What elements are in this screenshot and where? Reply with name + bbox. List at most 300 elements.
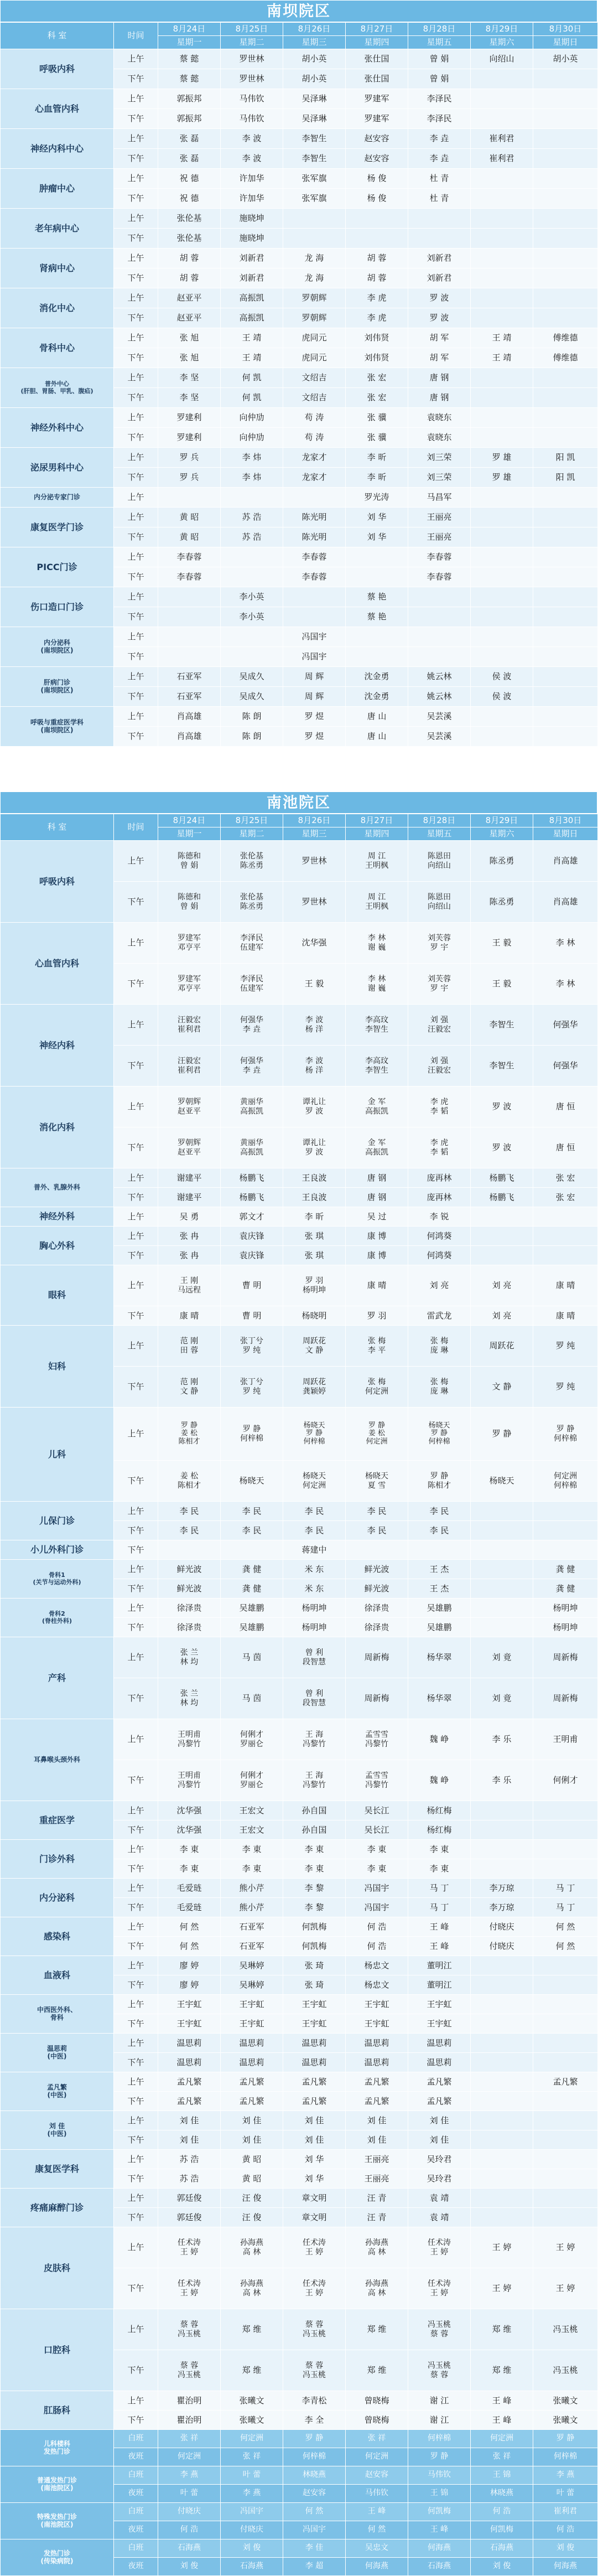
nanchi-doctor-cell bbox=[533, 1995, 598, 2014]
nanchi-doctor-cell: 王宇虹 bbox=[283, 2014, 346, 2034]
nanba-header-weekday: 星期二 bbox=[221, 36, 283, 49]
nanchi-doctor-cell: 郑 维 bbox=[346, 2350, 408, 2391]
nanchi-doctor-cell: 罗 静 何梓棉 bbox=[533, 1408, 598, 1461]
nanchi-schedule-row bbox=[1, 2150, 598, 2169]
nanba-doctor-cell: 赵安容 bbox=[346, 149, 408, 169]
nanba-doctor-cell: 李春蓉 bbox=[283, 547, 346, 567]
nanba-doctor-cell: 冯国宇 bbox=[283, 627, 346, 647]
nanba-doctor-cell bbox=[533, 209, 598, 229]
nanba-doctor-cell: 胡小英 bbox=[283, 49, 346, 69]
nanchi-doctor-cell: 谢建平 bbox=[158, 1168, 221, 1188]
nanba-time-slot: 下午 bbox=[114, 647, 158, 667]
nanchi-doctor-cell: 王宇虹 bbox=[221, 1995, 283, 2014]
nanchi-header-date: 8月24日 bbox=[158, 814, 221, 827]
nanchi-doctor-cell bbox=[158, 1540, 221, 1560]
nanba-doctor-cell: 曾 娟 bbox=[408, 69, 471, 89]
nanchi-duty-doctor-cell: 叶 蕾 bbox=[533, 2485, 598, 2503]
nanchi-duty-doctor-cell: 罗 静 bbox=[283, 2430, 346, 2448]
nanchi-doctor-cell: 沈华强 bbox=[283, 923, 346, 964]
nanchi-doctor-cell: 刘 佳 bbox=[221, 2111, 283, 2130]
nanba-doctor-cell: 肖高雄 bbox=[158, 727, 221, 747]
nanba-doctor-cell bbox=[158, 607, 221, 627]
nanba-time-slot: 上午 bbox=[114, 627, 158, 647]
nanba-doctor-cell: 虎同元 bbox=[283, 328, 346, 348]
nanchi-doctor-cell: 孟凡繁 bbox=[346, 2092, 408, 2111]
nanchi-duty-doctor-cell: 崔利君 bbox=[533, 2503, 598, 2521]
nanchi-doctor-cell: 孟凡繁 bbox=[283, 2092, 346, 2111]
nanchi-time-slot: 下午 bbox=[114, 1678, 158, 1719]
nanchi-doctor-cell: 汪 俊 bbox=[221, 2208, 283, 2227]
nanchi-doctor-cell: 瞿治明 bbox=[158, 2411, 221, 2430]
nanchi-doctor-cell: 陈恩田 向绍山 bbox=[408, 882, 471, 923]
nanba-doctor-cell: 唐 钢 bbox=[408, 368, 471, 388]
nanchi-doctor-cell bbox=[471, 1820, 533, 1840]
nanchi-doctor-cell: 沈华强 bbox=[158, 1820, 221, 1840]
nanba-doctor-cell: 蔡 艳 bbox=[346, 607, 408, 627]
nanchi-doctor-cell: 王宇虹 bbox=[221, 2014, 283, 2034]
nanchi-doctor-cell: 王明甫 冯黎竹 bbox=[158, 1719, 221, 1760]
nanba-doctor-cell: 罗 兵 bbox=[158, 468, 221, 488]
nanba-doctor-cell bbox=[533, 707, 598, 727]
nanba-schedule-row bbox=[1, 707, 598, 727]
nanba-time-slot: 上午 bbox=[114, 288, 158, 308]
nanchi-schedule-row bbox=[1, 1840, 598, 1859]
nanchi-doctor-cell: 刘芙蓉 罗 宇 bbox=[408, 923, 471, 964]
nanchi-duty-doctor-cell: 何 浩 bbox=[158, 2521, 221, 2539]
nanchi-time-slot: 上午 bbox=[114, 1560, 158, 1579]
nanchi-doctor-cell: 刘 佳 bbox=[408, 2111, 471, 2130]
nanchi-dept-name: 妇科 bbox=[1, 1326, 114, 1408]
nanchi-doctor-cell: 陈恩田 向绍山 bbox=[408, 841, 471, 882]
nanchi-doctor-cell bbox=[471, 1502, 533, 1521]
nanba-doctor-cell: 李 昕 bbox=[346, 468, 408, 488]
nanchi-doctor-cell: 张 冉 bbox=[158, 1227, 221, 1246]
nanba-doctor-cell: 马昌军 bbox=[408, 488, 471, 508]
nanba-doctor-cell: 苏 浩 bbox=[221, 508, 283, 527]
nanchi-dept-name: 孟凡繁 (中医) bbox=[1, 2072, 114, 2111]
nanba-time-slot: 上午 bbox=[114, 89, 158, 109]
nanba-doctor-cell bbox=[471, 89, 533, 109]
nanchi-time-slot: 上午 bbox=[114, 923, 158, 964]
nanchi-doctor-cell: 任术涛 王 婷 bbox=[408, 2227, 471, 2268]
nanchi-doctor-cell bbox=[533, 2189, 598, 2208]
nanba-doctor-cell bbox=[533, 129, 598, 149]
nanchi-doctor-cell: 金 军 高振凯 bbox=[346, 1087, 408, 1127]
nanba-doctor-cell: 张军旗 bbox=[283, 169, 346, 189]
nanchi-doctor-cell bbox=[471, 2208, 533, 2227]
nanba-doctor-cell bbox=[533, 169, 598, 189]
nanba-doctor-cell: 罗 兵 bbox=[158, 448, 221, 468]
nanchi-doctor-cell: 杨明坤 bbox=[533, 1599, 598, 1618]
nanba-doctor-cell bbox=[408, 587, 471, 607]
nanchi-doctor-cell: 康 晴 bbox=[158, 1306, 221, 1326]
nanchi-doctor-cell: 何俐才 bbox=[533, 1760, 598, 1801]
nanchi-time-slot: 上午 bbox=[114, 1502, 158, 1521]
nanchi-doctor-cell bbox=[471, 1521, 533, 1540]
nanchi-time-slot: 下午 bbox=[114, 1540, 158, 1560]
nanchi-dept-name: 疼痛麻醉门诊 bbox=[1, 2189, 114, 2227]
nanba-doctor-cell: 蔡 懿 bbox=[158, 49, 221, 69]
nanba-doctor-cell bbox=[471, 69, 533, 89]
nanchi-doctor-cell: 康 晴 bbox=[533, 1306, 598, 1326]
nanba-dept-name: 神经外科中心 bbox=[1, 408, 114, 448]
nanchi-doctor-cell: 曾晓梅 bbox=[346, 2411, 408, 2430]
nanchi-schedule-row bbox=[1, 1005, 598, 1046]
nanba-title: 南坝院区 bbox=[0, 0, 597, 22]
nanchi-schedule-row bbox=[1, 1719, 598, 1760]
nanba-time-slot: 上午 bbox=[114, 368, 158, 388]
nanchi-doctor-cell: 温思莉 bbox=[346, 2034, 408, 2053]
nanba-doctor-cell: 罗世林 bbox=[221, 69, 283, 89]
nanba-doctor-cell: 施晓坤 bbox=[221, 229, 283, 249]
nanchi-schedule-row bbox=[1, 1265, 598, 1306]
nanchi-doctor-cell: 龚 健 bbox=[221, 1560, 283, 1579]
nanchi-doctor-cell: 张 梅 何定洲 bbox=[346, 1367, 408, 1408]
nanchi-doctor-cell: 范 刚 田 蓉 bbox=[158, 1326, 221, 1367]
nanchi-doctor-cell: 袁庆锋 bbox=[221, 1246, 283, 1265]
nanchi-doctor-cell: 罗朝辉 赵亚平 bbox=[158, 1127, 221, 1168]
nanba-doctor-cell: 赵安容 bbox=[346, 129, 408, 149]
nanchi-doctor-cell: 马 丁 bbox=[533, 1898, 598, 1917]
nanba-doctor-cell: 唐 山 bbox=[346, 707, 408, 727]
nanchi-doctor-cell bbox=[471, 1579, 533, 1599]
nanba-doctor-cell: 张 旭 bbox=[158, 328, 221, 348]
nanchi-doctor-cell: 蔡 蓉 冯玉桃 bbox=[158, 2309, 221, 2350]
nanchi-doctor-cell: 黄 昭 bbox=[221, 2169, 283, 2189]
nanba-doctor-cell: 胡 蓉 bbox=[158, 249, 221, 268]
nanba-doctor-cell: 刘 华 bbox=[346, 508, 408, 527]
nanba-time-slot: 下午 bbox=[114, 189, 158, 209]
nanba-doctor-cell bbox=[471, 268, 533, 288]
nanba-doctor-cell: 李 虎 bbox=[346, 308, 408, 328]
nanchi-doctor-cell: 刘 亮 bbox=[408, 1265, 471, 1306]
nanchi-doctor-cell: 温思莉 bbox=[221, 2034, 283, 2053]
nanba-time-slot: 下午 bbox=[114, 567, 158, 587]
nanba-doctor-cell: 刘新君 bbox=[221, 268, 283, 288]
nanchi-schedule-row bbox=[1, 1956, 598, 1975]
nanba-doctor-cell: 胡 蓉 bbox=[158, 268, 221, 288]
nanba-doctor-cell: 侯 波 bbox=[471, 667, 533, 687]
nanba-doctor-cell bbox=[471, 627, 533, 647]
nanba-doctor-cell: 李智生 bbox=[283, 149, 346, 169]
nanchi-duty-doctor-cell: 王 峰 bbox=[408, 2521, 471, 2539]
nanchi-doctor-cell: 徐泽贵 bbox=[158, 1599, 221, 1618]
nanchi-doctor-cell: 罗 静 姜 松 何定洲 bbox=[346, 1408, 408, 1461]
nanba-doctor-cell: 罗建利 bbox=[158, 428, 221, 448]
nanchi-doctor-cell: 章文明 bbox=[283, 2189, 346, 2208]
nanchi-doctor-cell bbox=[471, 2111, 533, 2130]
nanba-schedule-row bbox=[1, 368, 598, 388]
nanba-doctor-cell: 赵亚平 bbox=[158, 308, 221, 328]
nanba-doctor-cell: 赵亚平 bbox=[158, 288, 221, 308]
nanchi-doctor-cell: 庞再林 bbox=[408, 1188, 471, 1207]
nanchi-doctor-cell: 张 兰 林 均 bbox=[158, 1678, 221, 1719]
nanchi-doctor-cell: 王 刚 马远程 bbox=[158, 1265, 221, 1306]
nanchi-time-slot: 下午 bbox=[114, 1898, 158, 1917]
nanchi-doctor-cell bbox=[533, 1820, 598, 1840]
nanchi-doctor-cell bbox=[471, 1207, 533, 1227]
nanba-doctor-cell bbox=[283, 209, 346, 229]
nanchi-doctor-cell: 李 民 bbox=[158, 1502, 221, 1521]
nanba-doctor-cell: 马伟钦 bbox=[221, 109, 283, 129]
nanchi-time-slot: 上午 bbox=[114, 1637, 158, 1678]
nanchi-doctor-cell: 马 茵 bbox=[221, 1637, 283, 1678]
nanchi-duty-dept-name: 特殊发热门诊 (南池院区) bbox=[1, 2503, 114, 2539]
nanchi-doctor-cell: 罗 静 何梓棉 bbox=[221, 1408, 283, 1461]
nanba-doctor-cell: 李泽民 bbox=[408, 89, 471, 109]
nanchi-doctor-cell bbox=[533, 1207, 598, 1227]
nanba-doctor-cell: 龙 海 bbox=[283, 268, 346, 288]
nanchi-schedule-row bbox=[1, 2111, 598, 2130]
nanchi-doctor-cell: 肖高雄 bbox=[533, 882, 598, 923]
nanba-header-dept: 科 室 bbox=[1, 23, 114, 49]
nanba-doctor-cell bbox=[346, 229, 408, 249]
nanchi-doctor-cell: 米 东 bbox=[283, 1579, 346, 1599]
nanchi-doctor-cell bbox=[471, 1840, 533, 1859]
nanchi-header-weekday: 星期一 bbox=[158, 827, 221, 841]
nanba-doctor-cell: 李春蓉 bbox=[158, 567, 221, 587]
nanchi-doctor-cell: 魏 峥 bbox=[408, 1719, 471, 1760]
nanchi-time-slot: 上午 bbox=[114, 2150, 158, 2169]
nanchi-doctor-cell: 刘 强 汪毅宏 bbox=[408, 1005, 471, 1046]
nanba-time-slot: 上午 bbox=[114, 49, 158, 69]
nanchi-doctor-cell bbox=[471, 1560, 533, 1579]
nanchi-doctor-cell: 孟凡繁 bbox=[158, 2072, 221, 2092]
nanchi-doctor-cell: 罗建军 邓亨平 bbox=[158, 923, 221, 964]
nanba-doctor-cell bbox=[471, 109, 533, 129]
nanchi-doctor-cell: 孟凡繁 bbox=[408, 2072, 471, 2092]
nanba-doctor-cell: 刘新君 bbox=[408, 268, 471, 288]
nanba-dept-name: 消化中心 bbox=[1, 288, 114, 328]
nanchi-shift: 白班 bbox=[114, 2539, 158, 2558]
nanba-doctor-cell: 罗光涛 bbox=[346, 488, 408, 508]
nanchi-time-slot: 上午 bbox=[114, 2227, 158, 2268]
nanchi-time-slot: 上午 bbox=[114, 1956, 158, 1975]
nanchi-doctor-cell bbox=[533, 1801, 598, 1820]
nanchi-doctor-cell: 杨明坤 bbox=[533, 1618, 598, 1637]
nanba-doctor-cell: 罗建利 bbox=[158, 408, 221, 428]
nanchi-doctor-cell: 孟凡繁 bbox=[221, 2072, 283, 2092]
nanchi-duty-doctor-cell: 张 祥 bbox=[346, 2430, 408, 2448]
nanba-doctor-cell: 罗建军 bbox=[346, 109, 408, 129]
nanchi-doctor-cell: 康 博 bbox=[346, 1227, 408, 1246]
nanchi-doctor-cell: 王 海 冯黎竹 bbox=[283, 1719, 346, 1760]
nanchi-schedule-row bbox=[1, 1637, 598, 1678]
nanchi-duty-doctor-cell: 李 超 bbox=[283, 2558, 346, 2576]
nanchi-doctor-cell: 龚 健 bbox=[533, 1579, 598, 1599]
nanba-doctor-cell: 苏 浩 bbox=[221, 527, 283, 547]
nanchi-duty-doctor-cell: 李 燕 bbox=[158, 2466, 221, 2485]
nanchi-doctor-cell: 张曦文 bbox=[533, 2411, 598, 2430]
nanba-doctor-cell bbox=[158, 587, 221, 607]
nanba-time-slot: 上午 bbox=[114, 448, 158, 468]
nanchi-schedule-row bbox=[1, 841, 598, 882]
nanba-doctor-cell bbox=[471, 288, 533, 308]
nanchi-doctor-cell: 刘 佳 bbox=[346, 2111, 408, 2130]
nanba-schedule-row bbox=[1, 209, 598, 229]
nanchi-doctor-cell: 董明江 bbox=[408, 1975, 471, 1995]
nanchi-doctor-cell: 郑 维 bbox=[471, 2309, 533, 2350]
nanchi-doctor-cell: 曹 明 bbox=[221, 1265, 283, 1306]
nanchi-header-weekday: 星期四 bbox=[346, 827, 408, 841]
nanba-doctor-cell: 何 凯 bbox=[221, 388, 283, 408]
nanchi-header-date: 8月27日 bbox=[346, 814, 408, 827]
nanchi-schedule-row bbox=[1, 2391, 598, 2411]
nanba-doctor-cell: 袁晓东 bbox=[408, 428, 471, 448]
nanchi-doctor-cell: 李 東 bbox=[346, 1840, 408, 1859]
nanba-doctor-cell: 刘 华 bbox=[346, 527, 408, 547]
nanba-time-slot: 下午 bbox=[114, 348, 158, 368]
nanba-doctor-cell: 黄 昭 bbox=[158, 527, 221, 547]
nanchi-doctor-cell: 张曦文 bbox=[221, 2411, 283, 2430]
nanchi-doctor-cell bbox=[533, 1540, 598, 1560]
nanchi-time-slot: 上午 bbox=[114, 1879, 158, 1898]
nanchi-time-slot: 下午 bbox=[114, 1521, 158, 1540]
nanchi-doctor-cell: 毛爱琏 bbox=[158, 1898, 221, 1917]
nanchi-duty-doctor-cell: 刘 俊 bbox=[471, 2558, 533, 2576]
nanchi-doctor-cell: 任术涛 王 婷 bbox=[158, 2227, 221, 2268]
nanchi-doctor-cell: 毛爱琏 bbox=[158, 1879, 221, 1898]
nanchi-dept-name: 小儿外科门诊 bbox=[1, 1540, 114, 1560]
nanchi-doctor-cell: 何强华 bbox=[533, 1046, 598, 1087]
nanba-doctor-cell: 苟 涛 bbox=[283, 408, 346, 428]
nanba-doctor-cell: 李春蓉 bbox=[408, 567, 471, 587]
nanchi-doctor-cell: 郑 维 bbox=[346, 2309, 408, 2350]
nanchi-dept-name: 门诊外科 bbox=[1, 1840, 114, 1879]
nanba-doctor-cell bbox=[533, 527, 598, 547]
nanchi-duty-doctor-cell: 何 浩 bbox=[471, 2503, 533, 2521]
nanba-doctor-cell: 李小英 bbox=[221, 587, 283, 607]
nanchi-duty-row bbox=[1, 2539, 598, 2558]
nanba-doctor-cell: 曾 娟 bbox=[408, 49, 471, 69]
nanchi-doctor-cell: 王 峰 bbox=[471, 2391, 533, 2411]
nanchi-time-slot: 下午 bbox=[114, 1246, 158, 1265]
nanchi-duty-doctor-cell: 何 浩 bbox=[533, 2521, 598, 2539]
nanchi-doctor-cell: 李智生 bbox=[471, 1005, 533, 1046]
nanba-doctor-cell: 龙家才 bbox=[283, 468, 346, 488]
nanchi-dept-name: 儿保门诊 bbox=[1, 1502, 114, 1540]
nanchi-doctor-cell: 魏 峥 bbox=[408, 1760, 471, 1801]
nanba-doctor-cell bbox=[471, 408, 533, 428]
nanchi-doctor-cell: 孙自国 bbox=[283, 1820, 346, 1840]
nanchi-doctor-cell: 温思莉 bbox=[283, 2053, 346, 2072]
nanchi-doctor-cell: 李 民 bbox=[158, 1521, 221, 1540]
nanba-doctor-cell: 李泽民 bbox=[408, 109, 471, 129]
nanchi-doctor-cell: 李 乐 bbox=[471, 1760, 533, 1801]
nanchi-duty-doctor-cell: 林晓燕 bbox=[471, 2485, 533, 2503]
nanchi-doctor-cell: 鲜光波 bbox=[346, 1560, 408, 1579]
nanchi-time-slot: 上午 bbox=[114, 1599, 158, 1618]
nanchi-dept-name: 普外、乳腺外科 bbox=[1, 1168, 114, 1207]
nanba-doctor-cell bbox=[283, 229, 346, 249]
nanchi-duty-doctor-cell: 马伟钦 bbox=[346, 2485, 408, 2503]
nanchi-doctor-cell: 罗 纯 bbox=[533, 1326, 598, 1367]
nanchi-duty-doctor-cell: 林晓燕 bbox=[283, 2466, 346, 2485]
nanchi-time-slot: 上午 bbox=[114, 2189, 158, 2208]
nanchi-time-slot: 上午 bbox=[114, 2391, 158, 2411]
nanba-doctor-cell: 何 凯 bbox=[221, 368, 283, 388]
nanchi-time-slot: 上午 bbox=[114, 1168, 158, 1188]
nanchi-doctor-cell: 杨晓天 罗 静 何梓棉 bbox=[408, 1408, 471, 1461]
nanba-doctor-cell: 周 辉 bbox=[283, 687, 346, 707]
nanba-doctor-cell bbox=[471, 368, 533, 388]
nanchi-doctor-cell: 马 茵 bbox=[221, 1678, 283, 1719]
nanchi-schedule-row bbox=[1, 1540, 598, 1560]
nanchi-header-dates bbox=[1, 814, 598, 827]
nanchi-doctor-cell: 杨鹏飞 bbox=[221, 1168, 283, 1188]
nanchi-duty-doctor-cell: 何 然 bbox=[346, 2521, 408, 2539]
nanba-doctor-cell: 蔡 懿 bbox=[158, 69, 221, 89]
nanchi-doctor-cell bbox=[471, 2034, 533, 2053]
nanba-doctor-cell: 陈 朗 bbox=[221, 727, 283, 747]
nanchi-duty-doctor-cell: 何海燕 bbox=[533, 2558, 598, 2576]
nanchi-doctor-cell: 李 林 bbox=[533, 923, 598, 964]
nanba-doctor-cell: 罗 煜 bbox=[283, 727, 346, 747]
nanchi-doctor-cell: 吴雄鹏 bbox=[408, 1599, 471, 1618]
nanchi-doctor-cell: 杨鹏飞 bbox=[471, 1168, 533, 1188]
nanchi-doctor-cell: 刘 亮 bbox=[471, 1306, 533, 1326]
nanchi-doctor-cell: 杨忠文 bbox=[346, 1956, 408, 1975]
nanba-schedule-row bbox=[1, 89, 598, 109]
nanba-schedule-row bbox=[1, 448, 598, 468]
nanba-doctor-cell bbox=[533, 229, 598, 249]
nanchi-doctor-cell: 刘 亮 bbox=[471, 1265, 533, 1306]
nanchi-doctor-cell: 杨明坤 bbox=[283, 1618, 346, 1637]
nanchi-doctor-cell: 周跃花 文 静 bbox=[283, 1326, 346, 1367]
nanba-time-slot: 上午 bbox=[114, 587, 158, 607]
nanchi-time-slot: 上午 bbox=[114, 1995, 158, 2014]
nanba-doctor-cell: 郭振邦 bbox=[158, 89, 221, 109]
nanba-header-weekday: 星期四 bbox=[346, 36, 408, 49]
nanchi-doctor-cell: 何鸿葵 bbox=[408, 1246, 471, 1265]
nanba-doctor-cell bbox=[471, 388, 533, 408]
nanchi-dept-name: 骨科1 (关节与运动外科) bbox=[1, 1560, 114, 1599]
nanchi-doctor-cell: 何 然 bbox=[158, 1917, 221, 1937]
nanchi-doctor-cell bbox=[471, 2092, 533, 2111]
nanchi-doctor-cell: 周新梅 bbox=[533, 1637, 598, 1678]
nanba-doctor-cell bbox=[533, 667, 598, 687]
nanchi-doctor-cell: 谢 江 bbox=[408, 2391, 471, 2411]
nanchi-dept-name: 骨科2 (脊柱外科) bbox=[1, 1599, 114, 1637]
nanchi-duty-doctor-cell: 何定洲 bbox=[158, 2448, 221, 2466]
nanchi-duty-doctor-cell: 张 祥 bbox=[471, 2448, 533, 2466]
nanba-doctor-cell: 王丽亮 bbox=[408, 527, 471, 547]
nanchi-doctor-cell: 罗 羽 杨明坤 bbox=[283, 1265, 346, 1306]
nanchi-schedule-row bbox=[1, 1599, 598, 1618]
nanchi-doctor-cell: 刘 竟 bbox=[471, 1678, 533, 1719]
nanchi-doctor-cell: 吴琳婷 bbox=[221, 1975, 283, 1995]
nanba-dept-name: 内分泌科 (南坝院区) bbox=[1, 627, 114, 667]
nanchi-doctor-cell: 吴玲君 bbox=[408, 2150, 471, 2169]
nanba-doctor-cell: 刘三荣 bbox=[408, 468, 471, 488]
nanchi-dept-name: 内分泌科 bbox=[1, 1879, 114, 1917]
nanchi-dept-name: 重症医学 bbox=[1, 1801, 114, 1840]
nanchi-doctor-cell: 何强华 李 垚 bbox=[221, 1005, 283, 1046]
nanchi-doctor-cell bbox=[471, 2072, 533, 2092]
nanchi-doctor-cell: 鲜光波 bbox=[158, 1560, 221, 1579]
nanchi-schedule-row bbox=[1, 2072, 598, 2092]
nanchi-duty-doctor-cell: 何凯梅 bbox=[471, 2521, 533, 2539]
nanba-doctor-cell: 傅维德 bbox=[533, 348, 598, 368]
nanba-doctor-cell: 高振凯 bbox=[221, 288, 283, 308]
nanba-doctor-cell bbox=[471, 707, 533, 727]
nanchi-schedule-row bbox=[1, 1502, 598, 1521]
nanchi-time-slot: 下午 bbox=[114, 2208, 158, 2227]
nanchi-doctor-cell: 王丽亮 bbox=[346, 2169, 408, 2189]
nanchi-time-slot: 上午 bbox=[114, 1207, 158, 1227]
nanba-doctor-cell bbox=[471, 209, 533, 229]
nanchi-doctor-cell: 张 梅 庞 琳 bbox=[408, 1367, 471, 1408]
